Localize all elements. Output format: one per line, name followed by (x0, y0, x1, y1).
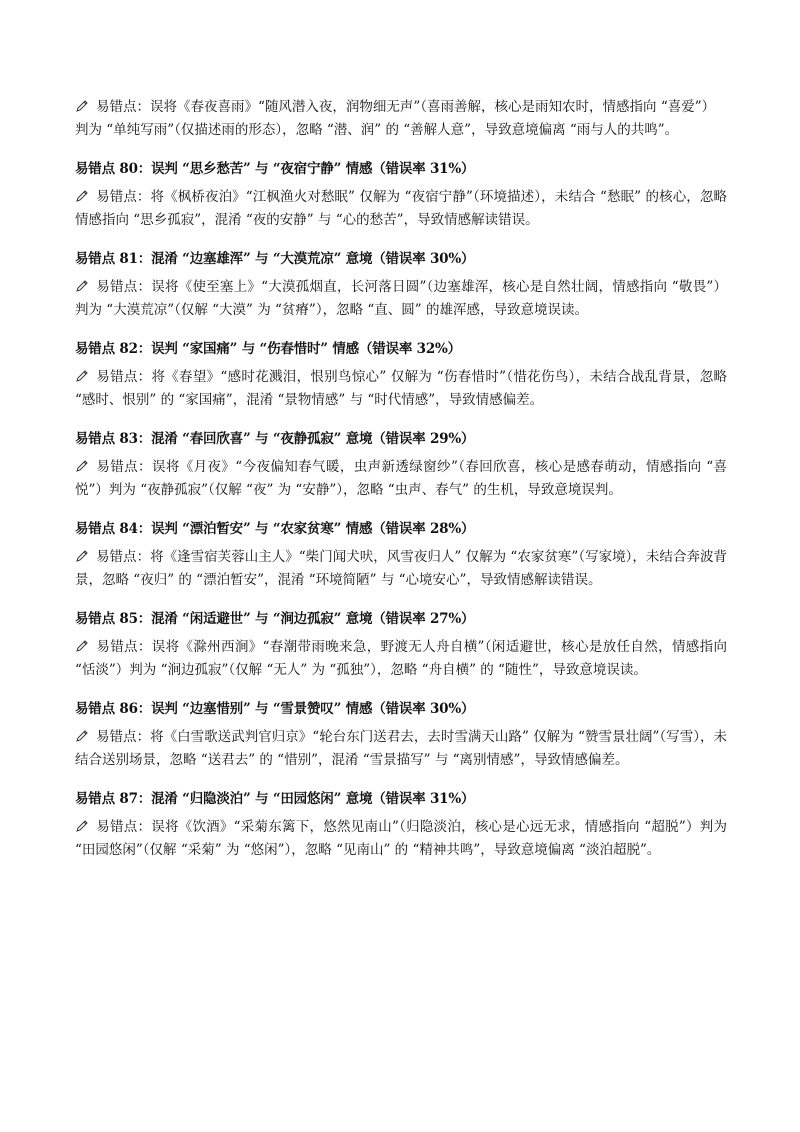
section-text: 将《逢雪宿芙蓉山主人》“柴门闻犬吠，风雪夜归人” 仅解为 “农家贫寒”（写家境），未结合奔波背景，忽略 “夜归” 的 “漂泊暂安”，混淆 “环境简陋” 与 “心境安心”，导致情感解读错误。 (75, 549, 727, 588)
section-heading: 易错点 87：混淆 “归隐淡泊” 与 “田园悠闲” 意境（错误率 31%） (75, 791, 475, 807)
section-text: 将《白雪歌送武判官归京》“轮台东门送君去，去时雪满天山路” 仅解为 “赞雪景壮阔”（写雪），未结合送别场景，忽略 “送君去” 的 “惜别”，混淆 “雪景描写” 与 “离别情感”，导致情感偏差。 (75, 729, 727, 768)
intro-label: 易错点： (96, 99, 150, 115)
pencil-icon (75, 546, 89, 569)
pencil-icon (75, 186, 89, 209)
pencil-icon (75, 636, 89, 659)
section-text: 将《春望》“感时花溅泪，恨别鸟惊心” 仅解为 “伤春惜时”（惜花伤鸟），未结合战乱背景，忽略 “感时、恨别” 的 “家国痛”，混淆 “景物情感” 与 “时代情感”，导致情感偏差。 (75, 369, 727, 408)
section-item (75, 248, 727, 321)
section-body (75, 186, 727, 231)
section-heading: 易错点 80：误判 “思乡愁苦” 与 “夜宿宁静” 情感（错误率 31%） (75, 161, 475, 177)
section-heading: 易错点 82：误判 “家国痛” 与 “伤春惜时” 情感（错误率 32%） (75, 341, 461, 357)
section-item (75, 518, 727, 591)
section-label: 易错点： (96, 639, 152, 655)
document-page (75, 96, 727, 861)
section-heading: 易错点 83：混淆 “春回欣喜” 与 “夜静孤寂” 意境（错误率 29%） (75, 431, 475, 447)
section-label: 易错点： (96, 459, 152, 475)
section-text: 误将《饮酒》“采菊东篱下，悠然见南山”（归隐淡泊，核心是心远无求，情感指向 “超脱”）判为 “田园悠闲”（仅解 “采菊” 为 “悠闲”），忽略 “见南山” 的 “精神共鸣”，导致意境偏离 “淡泊超脱”。 (75, 819, 728, 858)
section-body (75, 636, 727, 681)
section-item (75, 608, 727, 681)
pencil-icon (75, 456, 89, 479)
section-heading: 易错点 86：误判 “边塞惜别” 与 “雪景赞叹” 情感（错误率 30%） (75, 701, 475, 717)
pencil-icon (75, 726, 89, 749)
section-body (75, 816, 727, 861)
pencil-icon (75, 276, 89, 299)
section-text: 将《枫桥夜泊》“江枫渔火对愁眠” 仅解为 “夜宿宁静”（环境描述），未结合 “愁眠” 的核心，忽略情感指向 “思乡孤寂”，混淆 “夜的安静” 与 “心的愁苦”，导致情感解读错误。 (75, 189, 728, 228)
section-heading: 易错点 84：误判 “漂泊暂安” 与 “农家贫寒” 情感（错误率 28%） (75, 521, 475, 537)
section-text: 误将《滁州西涧》“春潮带雨晚来急，野渡无人舟自横”（闲适避世，核心是放任自然，情感指向 “恬淡”）判为 “涧边孤寂”（仅解 “无人” 为 “孤独”），忽略 “舟自横” 的 “随性”，导致意境误读。 (75, 639, 727, 678)
section-item (75, 428, 727, 501)
section-item (75, 698, 727, 771)
section-item (75, 158, 727, 231)
pencil-icon (75, 96, 89, 119)
section-label: 易错点： (96, 729, 151, 745)
section-body (75, 456, 727, 501)
sections-list (75, 158, 727, 861)
section-body (75, 546, 727, 591)
pencil-icon (75, 816, 89, 839)
section-body (75, 276, 727, 321)
section-text: 误将《使至塞上》“大漠孤烟直，长河落日圆”（边塞雄浑，核心是自然壮阔，情感指向 “敬畏”）判为 “大漠荒凉”（仅解 “大漠” 为 “贫瘠”），忽略 “直、圆” 的雄浑感，导致意境误读。 (75, 279, 728, 318)
section-label: 易错点： (96, 189, 151, 205)
intro-text: 误将《春夜喜雨》“随风潜入夜，润物细无声”（喜雨善解，核心是雨知农时，情感指向 “喜爱”）判为 “单纯写雨”（仅描述雨的形态），忽略 “潜、润” 的 “善解人意”，导致意境偏离 “雨与人的共鸣”。 (75, 99, 716, 138)
intro-paragraph (75, 96, 727, 141)
section-label: 易错点： (96, 279, 152, 295)
pencil-icon (75, 366, 89, 389)
section-item (75, 338, 727, 411)
section-text: 误将《月夜》“今夜偏知春气暖，虫声新透绿窗纱”（春回欣喜，核心是感春萌动，情感指向 “喜悦”）判为 “夜静孤寂”（仅解 “夜” 为 “安静”），忽略 “虫声、春气” 的生机，导致意境误判。 (75, 459, 727, 498)
section-body (75, 726, 727, 771)
section-label: 易错点： (96, 819, 152, 835)
section-label: 易错点： (96, 549, 151, 565)
section-label: 易错点： (96, 369, 152, 385)
section-heading: 易错点 85：混淆 “闲适避世” 与 “涧边孤寂” 意境（错误率 27%） (75, 611, 475, 627)
section-body (75, 366, 727, 411)
section-item (75, 788, 727, 861)
section-heading: 易错点 81：混淆 “边塞雄浑” 与 “大漠荒凉” 意境（错误率 30%） (75, 251, 475, 267)
